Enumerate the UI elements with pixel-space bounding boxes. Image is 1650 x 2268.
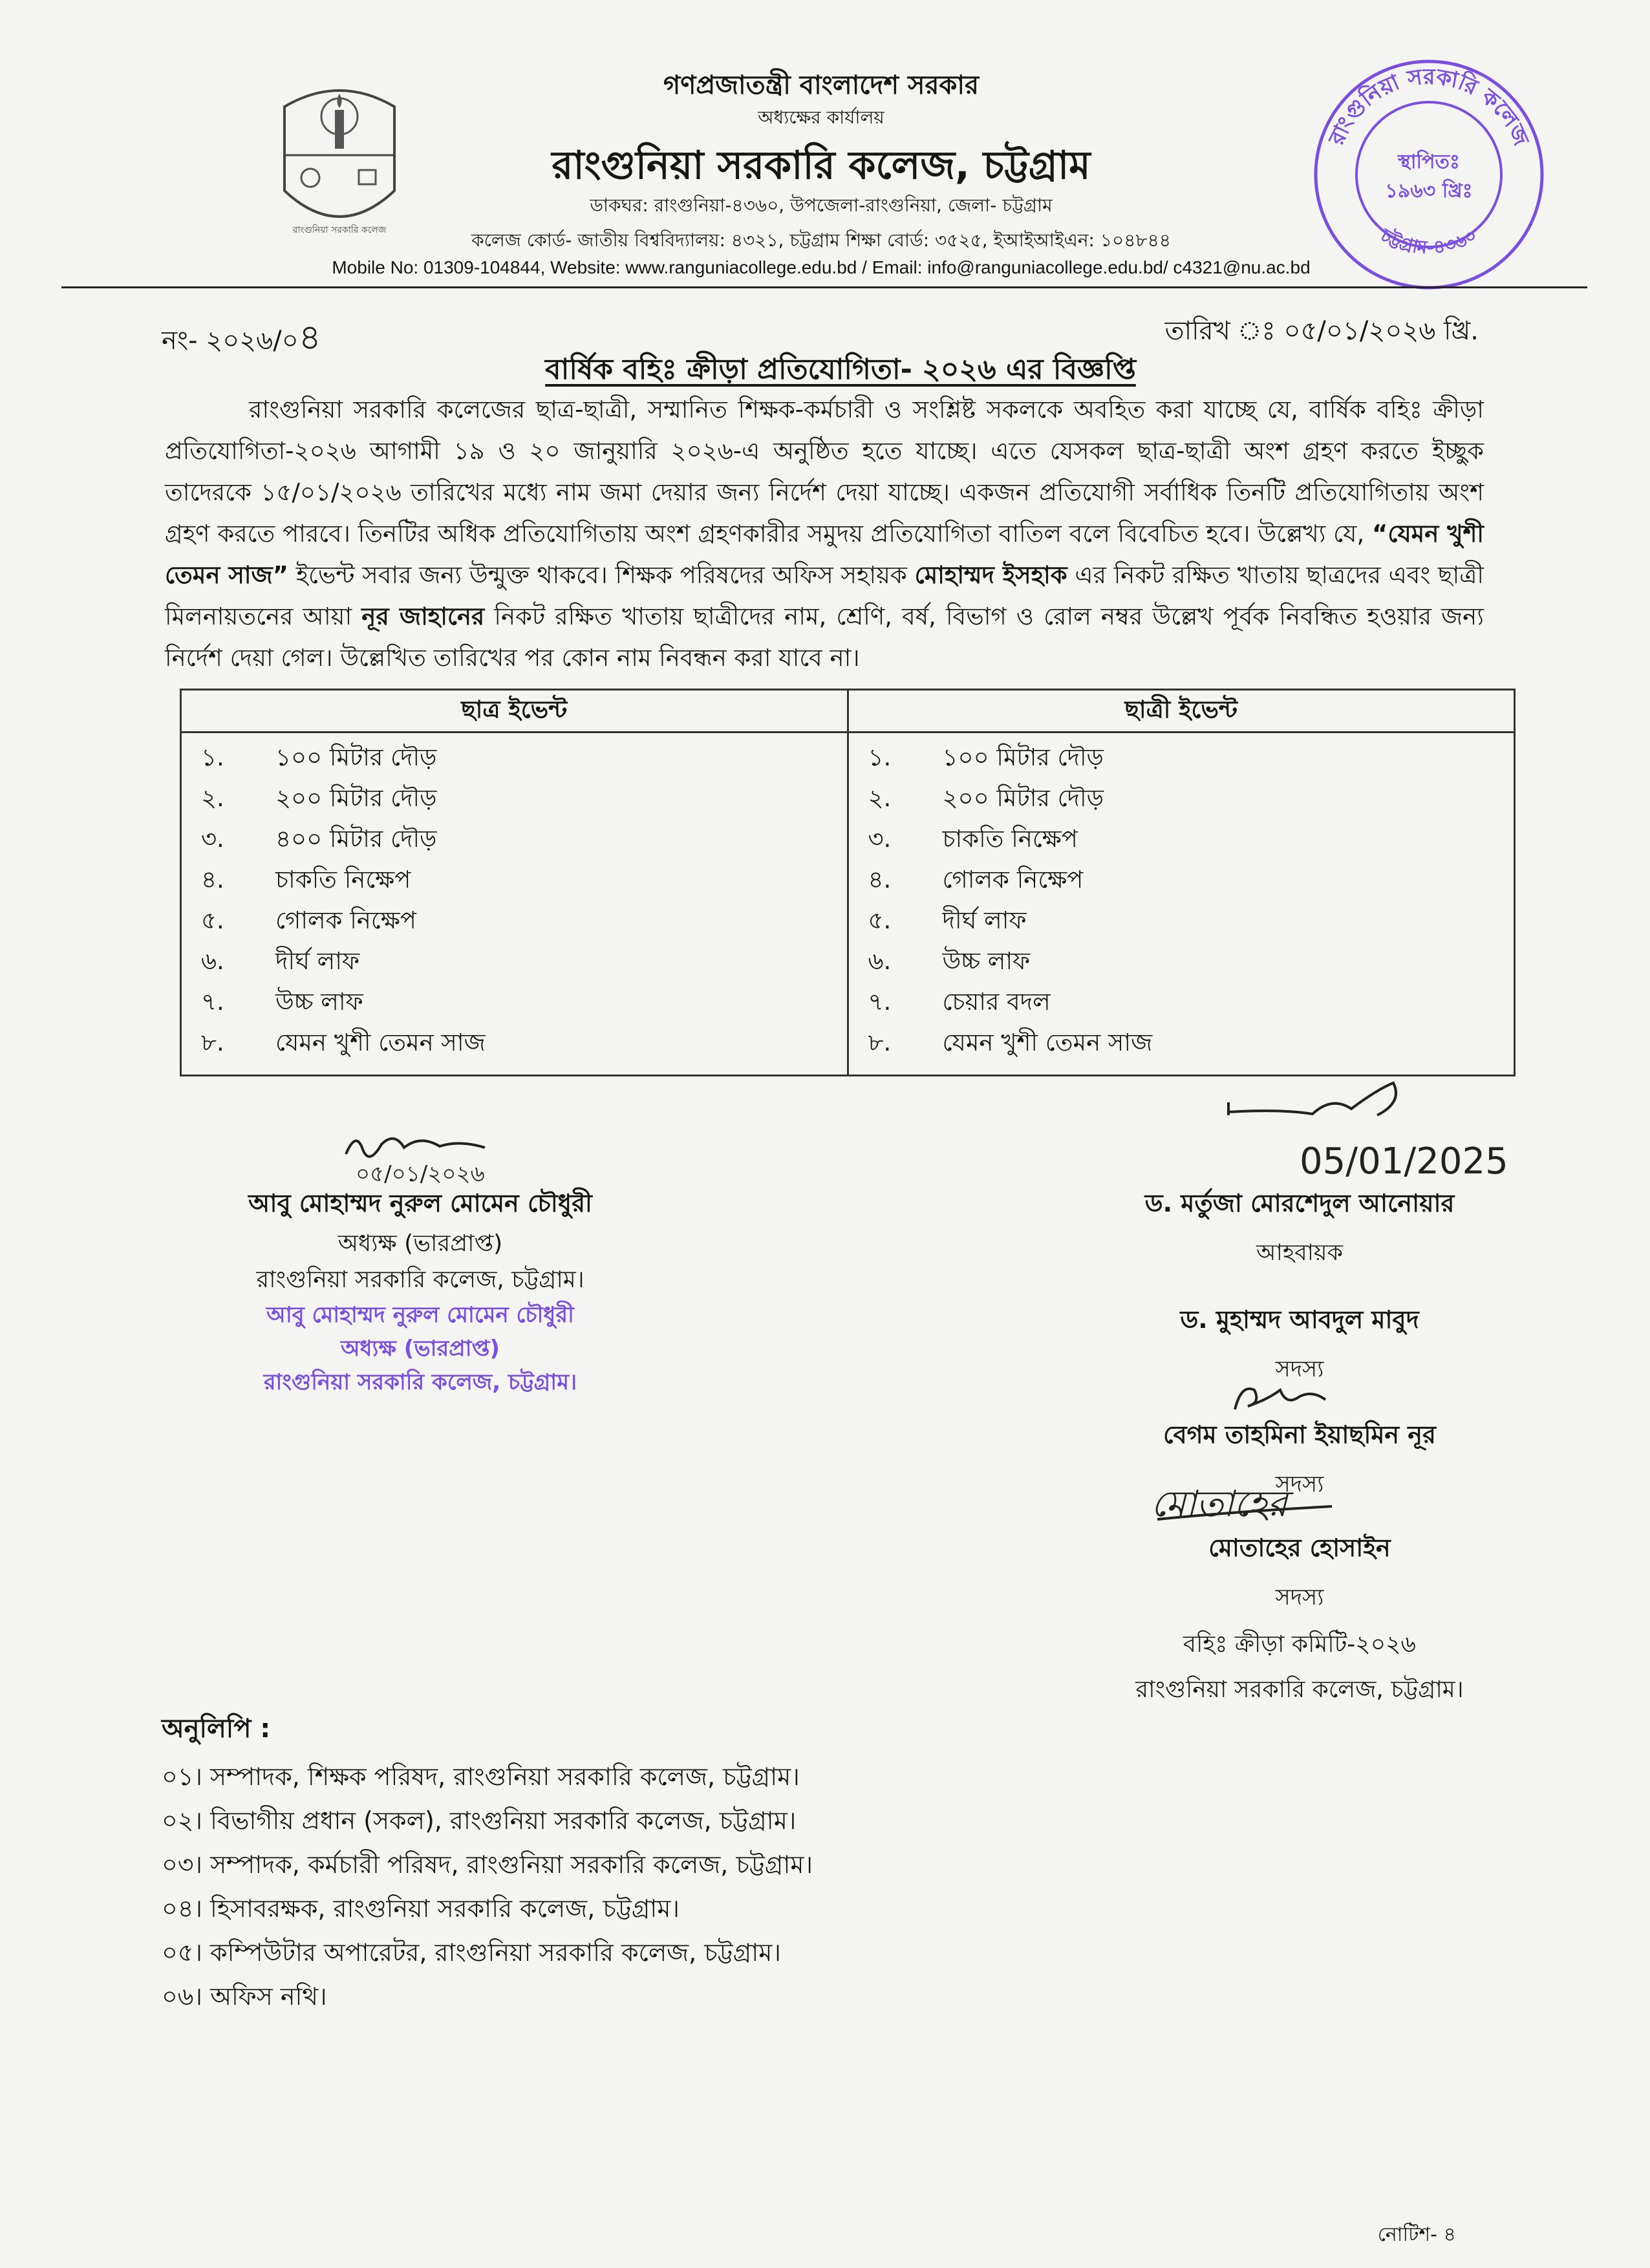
event-name: দীর্ঘ লাফ — [942, 906, 1027, 934]
copies-item: ০৪। হিসাবরক্ষক, রাংগুনিয়া সরকারি কলেজ, চট্টগ্রাম। — [162, 1894, 680, 1923]
seal-inner-1: স্থাপিতঃ — [1397, 151, 1461, 173]
event-name: যেমন খুশী তেমন সাজ — [275, 1029, 486, 1056]
event-number: ৭. — [868, 988, 892, 1016]
male-event-item — [195, 737, 834, 778]
body-part-2: ইভেন্ট সবার জন্য উন্মুক্ত থাকবে। শিক্ষক পরিষদের অফিস সহায়ক — [288, 561, 915, 589]
male-event-item — [195, 1022, 834, 1063]
header-government: গণপ্রজাতন্ত্রী বাংলাদেশ সরকার — [663, 70, 979, 100]
principal-stamp-line-2: অধ্যক্ষ (ভারপ্রাপ্ত) — [341, 1336, 500, 1362]
copies-title: অনুলিপি : — [162, 1714, 271, 1744]
copies-section — [162, 1707, 813, 2018]
member-3-signature-text: মোতাহের — [1151, 1483, 1288, 1525]
female-event-item — [862, 859, 1501, 900]
female-event-item — [862, 981, 1501, 1022]
event-name: চাকতি নিক্ষেপ — [275, 866, 411, 893]
member-3-block — [1047, 1529, 1552, 1711]
notice-date: তারিখ ঃ ০৫/০১/২০২৬ খ্রি. — [1164, 316, 1479, 346]
convener-role: আহবায়ক — [1256, 1240, 1343, 1266]
event-name: গোলক নিক্ষেপ — [942, 866, 1084, 893]
principal-role: অধ্যক্ষ (ভারপ্রাপ্ত) — [338, 1230, 503, 1257]
male-event-item — [195, 941, 834, 981]
principal-block — [162, 1125, 679, 1399]
convener-name: ড. মর্তুজা মোরশেদুল আনোয়ার — [1144, 1189, 1455, 1217]
copies-item: ০৩। সম্পাদক, কর্মচারী পরিষদ, রাংগুনিয়া সরকারি কলেজ, চট্টগ্রাম। — [162, 1850, 813, 1879]
header-rule — [61, 286, 1587, 288]
female-event-item — [862, 941, 1501, 981]
header-college-name: রাংগুনিয়া সরকারি কলেজ, চট্টগ্রাম — [552, 143, 1091, 188]
event-name: ২০০ মিটার দৌড় — [942, 784, 1104, 812]
event-number: ৩. — [868, 825, 892, 853]
event-number: ৬. — [201, 947, 224, 975]
body-part-1: রাংগুনিয়া সরকারি কলেজের ছাত্র-ছাত্রী, সম্মানিত শিক্ষক-কর্মচারী ও সংশ্লিষ্ট সকলকে অবহিত করা যাচ্ছে যে, বার্ষিক বহিঃ ক্রীড়া প্রতিযোগিতা-২০২৬ আগামী ১৯ ও ২০ জানুয়ারি ২০২৬-এ অনুষ্ঠিত হতে যাচ্ছে। এতে যেসকল ছাত্র-ছাত্রী অংশ গ্রহণ করতে ইচ্ছুক তাদেরকে ১৫/০১/২০২৬ তারিখের মধ্যে নাম জমা দেয়ার জন্য নির্দেশ দেয়া যাচ্ছে। একজন প্রতিযোগী সর্বাধিক তিনটি প্রতিযোগিতায় অংশ গ্রহণ করতে পারবে। তিনটির অধিক প্রতিযোগিতায় অংশ গ্রহণকারীর সমুদয় প্রতিযোগিতা বাতিল বলে বিবেচিত হবে। উল্লেখ্য যে, — [165, 396, 1484, 548]
body-part-4: নিকট রক্ষিত খাতায় ছাত্রীদের নাম, শ্রেণি, বর্ষ, বিভাগ ও রোল নম্বর উল্লেখ পূর্বক নিবন্ধিত হওয়ার জন্য নির্দেশ দেয়া গেল। উল্লেখিত তারিখের পর কোন নাম নিবন্ধন করা যাবে না। — [165, 603, 1484, 672]
notice-title — [162, 348, 1519, 395]
member-2-signature — [1228, 1377, 1358, 1416]
principal-institution: রাংগুনিয়া সরকারি কলেজ, চট্টগ্রাম। — [256, 1267, 584, 1293]
copies-item: ০২। বিভাগীয় প্রধান (সকল), রাংগুনিয়া সরকারি কলেজ, চট্টগ্রাম। — [162, 1806, 797, 1835]
event-name: চাকতি নিক্ষেপ — [942, 825, 1078, 853]
header-office: অধ্যক্ষের কার্যালয় — [758, 107, 884, 128]
seal-inner-2: ১৯৬৩ খ্রিঃ — [1385, 180, 1473, 202]
event-number: ৩. — [201, 825, 224, 853]
principal-handwritten-date: ০৫/০১/২০২৬ — [356, 1161, 485, 1187]
male-events-header: ছাত্র ইভেন্ট — [181, 690, 848, 733]
member-2-name: বেগম তাহমিনা ইয়াছমিন নূর — [1163, 1420, 1436, 1449]
member-1-role: সদস্য — [1275, 1356, 1324, 1382]
notice-title-text: বার্ষিক বহিঃ ক্রীড়া প্রতিযোগিতা- ২০২৬ এর বিজ্ঞপ্তি — [545, 353, 1136, 386]
male-event-item — [195, 778, 834, 818]
member-3-role: সদস্য — [1275, 1585, 1324, 1610]
reference-number-handwritten: ৪ — [298, 317, 321, 358]
member-3-signature — [1138, 1474, 1390, 1532]
copies-item: ০১। সম্পাদক, শিক্ষক পরিষদ, রাংগুনিয়া সরকারি কলেজ, চট্টগ্রাম। — [162, 1762, 800, 1791]
event-number: ৫. — [868, 906, 892, 934]
body-part-3: এর নিকট রক্ষিত খাতায় ছাত্রদের এবং ছাত্রী মিলনায়তনের আয়া — [165, 561, 1484, 630]
principal-stamp-line-3: রাংগুনিয়া সরকারি কলেজ, চট্টগ্রাম। — [263, 1369, 577, 1395]
event-number: ৮. — [868, 1029, 892, 1056]
male-events-column — [181, 733, 848, 1076]
convener-signature — [1222, 1076, 1571, 1180]
event-name: ১০০ মিটার দৌড় — [942, 744, 1104, 771]
convener-handwritten-date: 05/01/2025 — [1300, 1140, 1508, 1180]
header-address: ডাকঘর: রাংগুনিয়া-৪৩৬০, উপজেলা-রাংগুনিয়া, জেলা- চট্টগ্রাম — [590, 195, 1053, 216]
female-event-item — [862, 900, 1501, 941]
events-table — [180, 689, 1516, 1076]
event-name: ১০০ মিটার দৌড় — [275, 744, 437, 771]
committee-institution: রাংগুনিয়া সরকারি কলেজ, চট্টগ্রাম। — [1135, 1676, 1464, 1703]
event-number: ২. — [201, 784, 224, 812]
body-person-2: নূর জাহানের — [361, 603, 485, 630]
event-name: উচ্চ লাফ — [275, 988, 363, 1016]
copies-item: ০৫। কম্পিউটার অপারেটর, রাংগুনিয়া সরকারি কলেজ, চট্টগ্রাম। — [162, 1938, 781, 1967]
male-event-item — [195, 818, 834, 859]
header-contact: Mobile No: 01309-104844, Website: www.ranguniacollege.edu.bd / Email: info@ranguniacollege.edu.bd/ c4321@nu.ac.bd — [332, 257, 1311, 277]
member-2-role: সদস্য — [1275, 1471, 1324, 1497]
seal-place-text: চট্টগ্রাম-৪৩৬০ — [1377, 224, 1481, 259]
notice-number: নোটিশ- ৪ — [1377, 2223, 1456, 2246]
event-number: ৫. — [201, 906, 224, 934]
body-person-1: মোহাম্মদ ইসহাক — [914, 561, 1067, 589]
female-event-item — [862, 1022, 1501, 1063]
event-name: গোলক নিক্ষেপ — [275, 906, 416, 934]
female-event-item — [862, 778, 1501, 818]
seal-outer-text: রাংগুনিয়া সরকারি কলেজ — [1323, 63, 1534, 149]
body-event-quote: “যেমন খুশী তেমন সাজ” — [165, 520, 1484, 589]
member-1-block — [1047, 1301, 1552, 1389]
principal-name: আবু মোহাম্মদ নুরুল মোমেন চৌধুরী — [248, 1189, 592, 1217]
male-event-item — [195, 981, 834, 1022]
convener-block — [1047, 1184, 1552, 1273]
event-number: ৬. — [868, 947, 892, 975]
notice-body — [165, 389, 1484, 679]
female-event-item — [862, 818, 1501, 859]
member-3-name: মোতাহের হোসাইন — [1208, 1534, 1391, 1562]
copies-item: ০৬। অফিস নথি। — [162, 1982, 327, 2011]
event-name: যেমন খুশী তেমন সাজ — [942, 1029, 1153, 1056]
event-name: ৪০০ মিটার দৌড় — [275, 825, 437, 853]
event-number: ১. — [201, 744, 224, 771]
event-number: ৪. — [201, 866, 224, 893]
male-event-item — [195, 900, 834, 941]
female-events-column — [848, 733, 1515, 1076]
reference-number-prefix: নং- ২০২৬/০ — [162, 326, 299, 356]
header-codes: কলেজ কোর্ড- জাতীয় বিশ্ববিদ্যালয়: ৪৩২১, চট্টগ্রাম শিক্ষা বোর্ড: ৩৫২৫, ইআইআইএন: ১০৪৮৪৪ — [471, 230, 1171, 251]
event-name: দীর্ঘ লাফ — [275, 947, 359, 975]
event-name: ২০০ মিটার দৌড় — [275, 784, 437, 812]
committee-name: বহিঃ ক্রীড়া কমিটি-২০২৬ — [1183, 1631, 1416, 1658]
logo-caption: রাংগুনিয়া সরকারি কলেজ — [292, 225, 387, 235]
principal-stamp-line-1: আবু মোহাম্মদ নুরুল মোমেন চৌধুরী — [266, 1302, 574, 1328]
event-number: ৪. — [868, 866, 892, 893]
event-name: উচ্চ লাফ — [942, 947, 1031, 975]
female-events-header: ছাত্রী ইভেন্ট — [848, 690, 1515, 733]
event-number: ১. — [868, 744, 892, 771]
event-name: চেয়ার বদল — [942, 988, 1051, 1016]
event-number: ২. — [868, 784, 892, 812]
event-number: ৭. — [201, 988, 224, 1016]
male-event-item — [195, 859, 834, 900]
female-event-item — [862, 737, 1501, 778]
event-number: ৮. — [201, 1029, 224, 1056]
member-1-name: ড. মুহাম্মদ আবদুল মাবুদ — [1180, 1305, 1419, 1334]
